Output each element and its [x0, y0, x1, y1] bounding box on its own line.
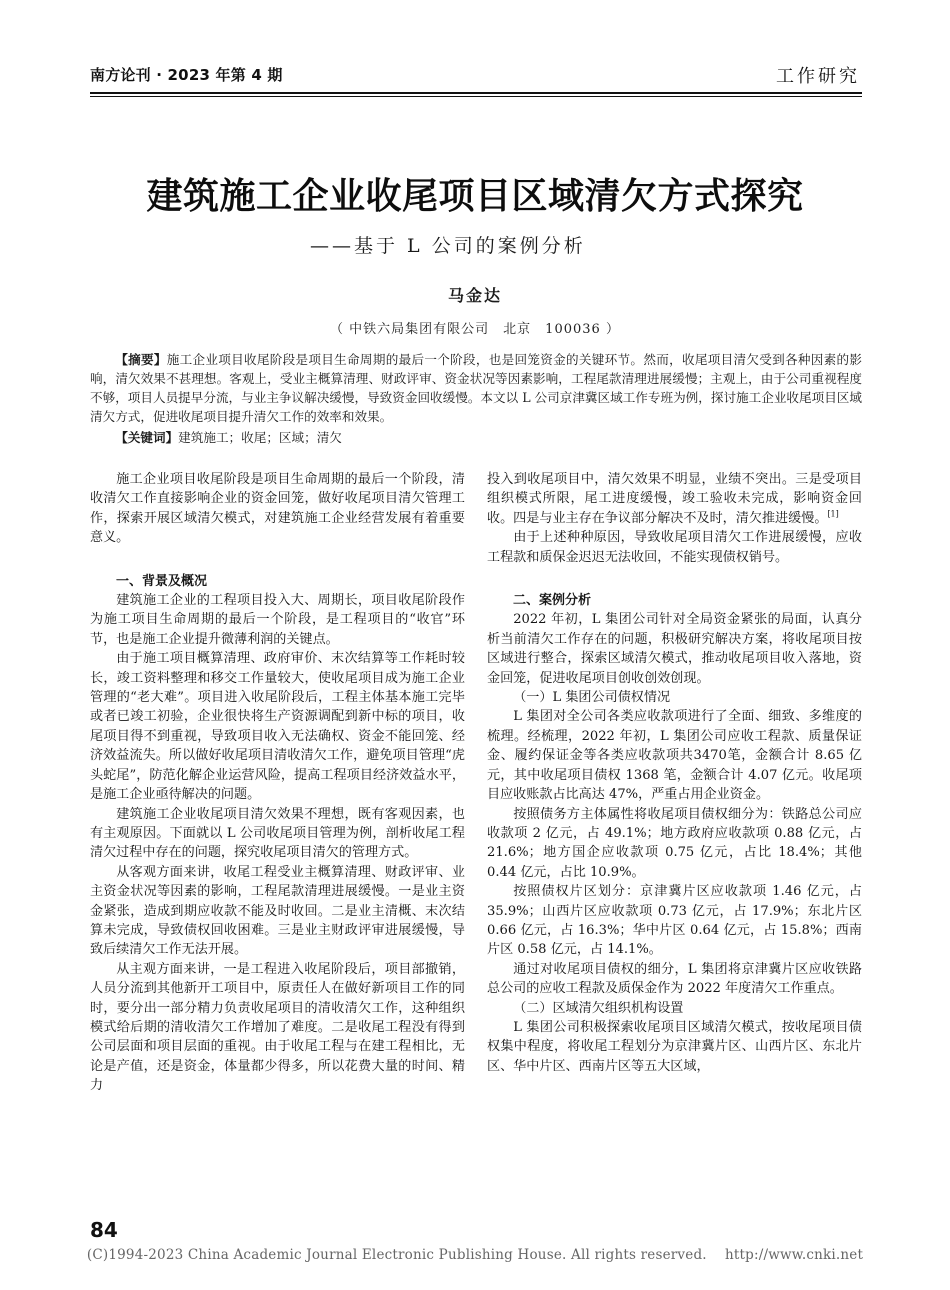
paragraph: 建筑施工企业收尾项目清欠效果不理想，既有客观因素，也有主观原因。下面就以 L 公司收尾项目管理为例，剖析收尾工程清欠过程中存在的问题，探究收尾项目清欠的管理方式。	[90, 806, 465, 861]
abstract-label: 【摘要】	[115, 352, 167, 367]
page-number: 84	[90, 1218, 118, 1242]
author-affiliation: （ 中铁六局集团有限公司 北京 100036 ）	[330, 322, 620, 337]
section-heading-case-analysis: 二、案例分析	[513, 593, 592, 609]
abstract-text: 施工企业项目收尾阶段是项目生命周期的最后一个阶段，也是回笼资金的关键环节。然而，收尾项目清欠受到各种因素的影响，清欠效果不甚理想。客观上，受业主概算清理、财政评审、资金状况等因素影响，工程尾款清理进展缓慢；主观上，由于公司重视程度不够，项目人员提早分流，与业主争议解决缓慢，导致资金回收缓慢。本文以 L 公司京津冀区域工作专班为例，探讨施工企业收尾项目区域清欠方式，促进收尾项目提升清欠工作的效率和效果。	[90, 352, 863, 424]
paragraph: 从客观方面来讲，收尾工程受业主概算清理、财政评审、业主资金状况等因素的影响，工程尾款清理进展缓慢。一是业主资金紧张，造成到期应收款不能及时收回。二是业主清概、末次结算未完成，导致债权回收困难。三是业主财政评审进展缓慢，导致后续清欠工作无法开展。	[90, 864, 465, 958]
paragraph: L 集团公司积极探索收尾项目区域清欠模式，按收尾项目债权集中程度，将收尾工程划分为京津冀片区、山西片区、东北片区、华中片区、西南片区等五大区域，	[487, 1019, 862, 1074]
paragraph: 按照债务方主体属性将收尾项目债权细分为：铁路总公司应收款项 2 亿元，占 49.1%；地方政府应收款项 0.88 亿元，占 21.6%；地方国企应收款项 0.75 亿元，占比 18.4%；其他 0.44 亿元，占比 10.9%。	[487, 806, 862, 880]
keywords-text: 建筑施工；收尾；区域；清欠	[178, 430, 342, 445]
page-header	[0, 0, 950, 96]
journal-name: 南方论刊 · 2023 年第 4 期	[90, 66, 283, 84]
paragraph: 由于施工项目概算清理、政府审价、末次结算等工作耗时较长，竣工资料整理和移交工作量较大，使收尾项目成为施工企业管理的“老大难”。项目进入收尾阶段后，工程主体基本施工完毕或者已竣工初验，企业很快将生产资源调配到新中标的项目，收尾项目得不到重视，导致项目收入无法确权、资金不能回笼、经济效益流失。所以做好收尾项目清收清欠工作，避免项目管理“虎头蛇尾”，防范化解企业运营风险，提高工程项目经济效益水平，是施工企业亟待解决的问题。	[90, 651, 465, 803]
paragraph: 从主观方面来讲，一是工程进入收尾阶段后，项目部撤销，人员分流到其他新开工项目中，原责任人在做好新项目工作的同时，要分出一部分精力负责收尾项目的清收清欠工作，这种组织模式给后期的清收清欠工作增加了难度。二是收尾工程没有得到公司层面和项目层面的重视。由于收尾工程与在建工程相比，无论是产值，还是资金，体量都少得多，所以花费大量的时间、精力	[90, 961, 465, 1094]
paragraph: 由于上述种种原因，导致收尾项目清欠工作进展缓慢，应收工程款和质保金迟迟无法收回，不能实现债权销号。	[487, 530, 862, 565]
paragraph: 2022 年初，L 集团公司针对全局资金紧张的局面，认真分析当前清欠工作存在的问题，积极研究解决方案，将收尾项目按区域进行整合，探索区域清欠模式，推动收尾项目收入落地，资金回笼，促进收尾项目创收创效创现。	[487, 612, 862, 686]
subsection-heading: （二）区域清欠组织机构设置	[513, 1000, 684, 1016]
keywords-label: 【关键词】	[115, 430, 179, 445]
section-heading-background: 一、背景及概况	[116, 573, 208, 589]
author-name: 马金达	[447, 286, 502, 305]
article-subtitle: ——基于 L 公司的案例分析	[310, 235, 586, 257]
copyright-footer: (C)1994-2023 China Academic Journal Electronic Publishing House. All rights reserved. http://www.cnki.net	[86, 1247, 864, 1263]
paragraph: 按照债权片区划分：京津冀片区应收款项 1.46 亿元，占 35.9%；山西片区应收款项 0.73 亿元，占 17.9%；东北片区 0.66 亿元，占 16.3%；华中片区 0.64 亿元，占 15.8%；西南片区 0.58 亿元，占 14.1%。	[487, 884, 862, 958]
subsection-heading: （一）L 集团公司债权情况	[513, 690, 671, 706]
paragraph: 通过对收尾项目债权的细分，L 集团将京津冀片区应收铁路总公司的应收工程款及质保金作为 2022 年度清欠工作重点。	[487, 961, 862, 997]
paragraph: L 集团对全公司各类应收款项进行了全面、细致、多维度的梳理。经梳理，2022 年初，L 集团公司应收工程款、质量保证金、履约保证金等各类应收款项共3470笔，金额合计 8.65 亿元，其中收尾项目债权 1368 笔，金额合计 4.07 亿元。收尾项目应收账款占比高达 47%，严重占用企业资金。	[487, 709, 862, 803]
article-title: 建筑施工企业收尾项目区域清欠方式探究	[146, 176, 804, 217]
paragraph: 投入到收尾项目中，清欠效果不明显，业绩不突出。三是受项目组织模式所限，尾工进度缓慢，竣工验收未完成，影响资金回收。四是与业主存在争议部分解决不及时，清欠推进缓慢。[1]	[487, 472, 862, 526]
header-rule-thin	[90, 96, 862, 97]
keywords	[90, 428, 862, 447]
citation-ref: [1]	[827, 509, 839, 519]
abstract	[90, 350, 862, 426]
paragraph: 施工企业项目收尾阶段是项目生命周期的最后一个阶段，清收清欠工作直接影响企业的资金回笼，做好收尾项目清欠管理工作，探索开展区域清欠模式，对建筑施工企业经营发展有着重要意义。	[90, 472, 465, 546]
header-rule-thick	[90, 92, 862, 94]
section-label: 工作研究	[776, 66, 860, 87]
right-column	[487, 470, 862, 1076]
paragraph: 建筑施工企业的工程项目投入大、周期长，项目收尾阶段作为施工项目生命周期的最后一个阶段，是工程项目的“收官”环节，也是施工企业提升微薄利润的关键点。	[90, 593, 465, 647]
left-column	[90, 470, 465, 1096]
